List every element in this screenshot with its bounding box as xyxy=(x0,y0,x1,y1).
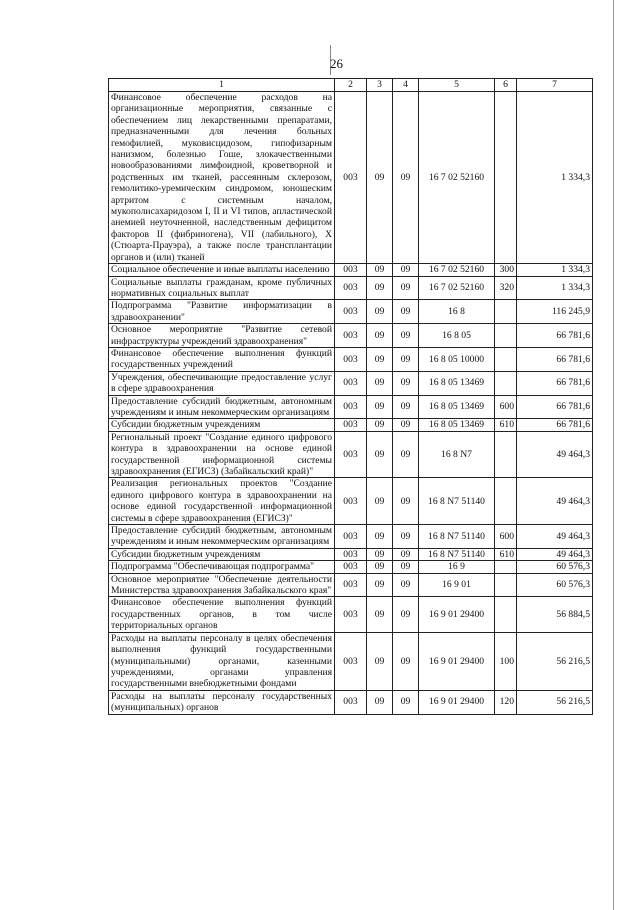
code-cell-c6 xyxy=(495,347,517,371)
code-cell-c7: 49 464,3 xyxy=(517,478,593,525)
expense-name-cell: Предоставление субсидий бюджетным, автономным учреждениям и иным некоммерческим организациям xyxy=(109,395,335,419)
page-number: 26 xyxy=(330,56,343,71)
expense-name-cell: Основное мероприятие "Развитие сетевой инфраструктуры учреждений здравоохранения" xyxy=(109,324,335,348)
code-cell-c3: 09 xyxy=(367,395,393,419)
code-cell-c3: 09 xyxy=(367,431,393,478)
code-cell-c5: 16 8 N7 51140 xyxy=(419,525,495,549)
code-cell-c6 xyxy=(495,92,517,264)
code-cell-c7: 49 464,3 xyxy=(517,548,593,560)
expense-name-cell: Финансовое обеспечение расходов на организационные мероприятия, связанные с обеспечением лиц лекарственными препаратами, предназначенными для лечения больных гемофилией, муковисцидозом, гипофизарным нанизмом, болезнью Гоше, злокачественными новообразованиями лимфоидной, кроветворной и родственных им тканей, рассеянным склерозом, гемолитико-уремическим синдромом, юношеским артритом с системным началом, мукополисахаридозом I, II и VI типов, апластической анемией неуточненной, наследственным дефицитом факторов II (фибриногена), VII (лабильного), X (Стюарта-Прауэра), а также после трансплантации органов и (или) тканей xyxy=(109,92,335,264)
code-cell-c6 xyxy=(495,324,517,348)
margin-line xyxy=(613,0,614,910)
code-cell-c4: 09 xyxy=(393,548,419,560)
code-cell-c2: 003 xyxy=(335,632,367,690)
table-row xyxy=(109,690,593,714)
header-cell: 2 xyxy=(335,79,367,92)
table-row xyxy=(109,597,593,632)
header-cell: 3 xyxy=(367,79,393,92)
table-row xyxy=(109,632,593,690)
code-cell-c5: 16 8 N7 xyxy=(419,431,495,478)
code-cell-c6 xyxy=(495,371,517,395)
code-cell-c6 xyxy=(495,573,517,597)
code-cell-c2: 003 xyxy=(335,300,367,324)
code-cell-c7: 49 464,3 xyxy=(517,431,593,478)
code-cell-c3: 09 xyxy=(367,561,393,573)
code-cell-c6 xyxy=(495,597,517,632)
budget-table xyxy=(108,78,593,715)
code-cell-c7: 1 334,3 xyxy=(517,92,593,264)
code-cell-c5: 16 9 01 xyxy=(419,573,495,597)
expense-name-cell: Учреждения, обеспечивающие предоставление услуг в сфере здравоохранения xyxy=(109,371,335,395)
code-cell-c2: 003 xyxy=(335,395,367,419)
table-row xyxy=(109,419,593,431)
code-cell-c4: 09 xyxy=(393,478,419,525)
expense-name-cell: Социальное обеспечение и иные выплаты населению xyxy=(109,264,335,276)
code-cell-c6 xyxy=(495,561,517,573)
code-cell-c3: 09 xyxy=(367,300,393,324)
header-cell: 7 xyxy=(517,79,593,92)
table-row xyxy=(109,525,593,549)
table-row xyxy=(109,347,593,371)
code-cell-c5: 16 9 01 29400 xyxy=(419,632,495,690)
code-cell-c5: 16 8 N7 51140 xyxy=(419,478,495,525)
code-cell-c4: 09 xyxy=(393,632,419,690)
expense-name-cell: Реализация региональных проектов "Создание единого цифрового контура в здравоохранении на основе единой государственной информационной системы в сфере здравоохранения (ЕГИСЗ)" xyxy=(109,478,335,525)
expense-name-cell: Предоставление субсидий бюджетным, автономным учреждениям и иным некоммерческим организациям xyxy=(109,525,335,549)
code-cell-c6 xyxy=(495,478,517,525)
table-row xyxy=(109,324,593,348)
expense-name-cell: Основное мероприятие "Обеспечение деятельности Министерства здравоохранения Забайкальского края" xyxy=(109,573,335,597)
table-row xyxy=(109,395,593,419)
table-row xyxy=(109,371,593,395)
code-cell-c7: 60 576,3 xyxy=(517,561,593,573)
code-cell-c6: 610 xyxy=(495,419,517,431)
code-cell-c6: 100 xyxy=(495,632,517,690)
header-row xyxy=(109,79,593,92)
code-cell-c4: 09 xyxy=(393,371,419,395)
code-cell-c7: 56 884,5 xyxy=(517,597,593,632)
code-cell-c5: 16 8 05 13469 xyxy=(419,419,495,431)
code-cell-c3: 09 xyxy=(367,92,393,264)
code-cell-c2: 003 xyxy=(335,419,367,431)
code-cell-c6 xyxy=(495,300,517,324)
expense-name-cell: Финансовое обеспечение выполнения функций государственных органов, в том числе территориальных органов xyxy=(109,597,335,632)
code-cell-c6 xyxy=(495,431,517,478)
code-cell-c7: 116 245,9 xyxy=(517,300,593,324)
code-cell-c2: 003 xyxy=(335,92,367,264)
code-cell-c2: 003 xyxy=(335,431,367,478)
code-cell-c2: 003 xyxy=(335,276,367,300)
expense-name-cell: Расходы на выплаты персоналу государственных (муниципальных) органов xyxy=(109,690,335,714)
code-cell-c3: 09 xyxy=(367,632,393,690)
table-row xyxy=(109,431,593,478)
code-cell-c3: 09 xyxy=(367,264,393,276)
code-cell-c4: 09 xyxy=(393,300,419,324)
code-cell-c2: 003 xyxy=(335,573,367,597)
code-cell-c3: 09 xyxy=(367,324,393,348)
code-cell-c2: 003 xyxy=(335,264,367,276)
code-cell-c2: 003 xyxy=(335,548,367,560)
code-cell-c4: 09 xyxy=(393,597,419,632)
code-cell-c3: 09 xyxy=(367,597,393,632)
code-cell-c5: 16 9 xyxy=(419,561,495,573)
code-cell-c6: 120 xyxy=(495,690,517,714)
expense-name-cell: Расходы на выплаты персоналу в целях обеспечения выполнения функций государственными (муниципальными) органами, казенными учреждениями, органами управления государственными внебюджетными фондами xyxy=(109,632,335,690)
code-cell-c7: 56 216,5 xyxy=(517,632,593,690)
code-cell-c4: 09 xyxy=(393,395,419,419)
code-cell-c7: 66 781,6 xyxy=(517,347,593,371)
code-cell-c6: 610 xyxy=(495,548,517,560)
code-cell-c3: 09 xyxy=(367,525,393,549)
code-cell-c3: 09 xyxy=(367,347,393,371)
code-cell-c4: 09 xyxy=(393,92,419,264)
code-cell-c3: 09 xyxy=(367,548,393,560)
code-cell-c6: 300 xyxy=(495,264,517,276)
code-cell-c3: 09 xyxy=(367,276,393,300)
code-cell-c7: 49 464,3 xyxy=(517,525,593,549)
code-cell-c6: 320 xyxy=(495,276,517,300)
code-cell-c7: 1 334,3 xyxy=(517,276,593,300)
code-cell-c4: 09 xyxy=(393,276,419,300)
code-cell-c7: 66 781,6 xyxy=(517,395,593,419)
code-cell-c4: 09 xyxy=(393,431,419,478)
code-cell-c5: 16 9 01 29400 xyxy=(419,690,495,714)
code-cell-c5: 16 7 02 52160 xyxy=(419,276,495,300)
table-row xyxy=(109,548,593,560)
code-cell-c2: 003 xyxy=(335,561,367,573)
code-cell-c2: 003 xyxy=(335,690,367,714)
code-cell-c7: 66 781,6 xyxy=(517,371,593,395)
code-cell-c5: 16 8 xyxy=(419,300,495,324)
header-cell: 1 xyxy=(109,79,335,92)
code-cell-c2: 003 xyxy=(335,371,367,395)
code-cell-c6: 600 xyxy=(495,395,517,419)
code-cell-c2: 003 xyxy=(335,525,367,549)
table-row xyxy=(109,92,593,264)
code-cell-c4: 09 xyxy=(393,525,419,549)
code-cell-c7: 56 216,5 xyxy=(517,690,593,714)
code-cell-c3: 09 xyxy=(367,690,393,714)
table-row xyxy=(109,264,593,276)
code-cell-c5: 16 8 05 13469 xyxy=(419,395,495,419)
code-cell-c6: 600 xyxy=(495,525,517,549)
code-cell-c4: 09 xyxy=(393,573,419,597)
code-cell-c4: 09 xyxy=(393,690,419,714)
table-row xyxy=(109,300,593,324)
header-cell: 6 xyxy=(495,79,517,92)
code-cell-c5: 16 7 02 52160 xyxy=(419,92,495,264)
table-row xyxy=(109,276,593,300)
table-row xyxy=(109,573,593,597)
expense-name-cell: Региональный проект "Создание единого цифрового контура в здравоохранении на основе единой государственной информационной системы здравоохранения (ЕГИСЗ) (Забайкальский край)" xyxy=(109,431,335,478)
code-cell-c2: 003 xyxy=(335,324,367,348)
code-cell-c7: 66 781,6 xyxy=(517,419,593,431)
expense-name-cell: Субсидии бюджетным учреждениям xyxy=(109,548,335,560)
code-cell-c5: 16 8 N7 51140 xyxy=(419,548,495,560)
table-row xyxy=(109,478,593,525)
expense-name-cell: Подпрограмма "Обеспечивающая подпрограмма" xyxy=(109,561,335,573)
code-cell-c5: 16 9 01 29400 xyxy=(419,597,495,632)
code-cell-c5: 16 8 05 13469 xyxy=(419,371,495,395)
code-cell-c3: 09 xyxy=(367,371,393,395)
code-cell-c3: 09 xyxy=(367,419,393,431)
header-cell: 4 xyxy=(393,79,419,92)
table-row xyxy=(109,561,593,573)
code-cell-c5: 16 7 02 52160 xyxy=(419,264,495,276)
expense-name-cell: Субсидии бюджетным учреждениям xyxy=(109,419,335,431)
code-cell-c4: 09 xyxy=(393,419,419,431)
expense-name-cell: Подпрограмма "Развитие информатизации в здравоохранении" xyxy=(109,300,335,324)
expense-name-cell: Социальные выплаты гражданам, кроме публичных нормативных социальных выплат xyxy=(109,276,335,300)
code-cell-c7: 66 781,6 xyxy=(517,324,593,348)
code-cell-c7: 60 576,3 xyxy=(517,573,593,597)
code-cell-c2: 003 xyxy=(335,478,367,525)
code-cell-c4: 09 xyxy=(393,324,419,348)
code-cell-c5: 16 8 05 10000 xyxy=(419,347,495,371)
header-cell: 5 xyxy=(419,79,495,92)
code-cell-c3: 09 xyxy=(367,478,393,525)
code-cell-c2: 003 xyxy=(335,347,367,371)
code-cell-c2: 003 xyxy=(335,597,367,632)
code-cell-c3: 09 xyxy=(367,573,393,597)
code-cell-c4: 09 xyxy=(393,264,419,276)
expense-name-cell: Финансовое обеспечение выполнения функций государственных учреждений xyxy=(109,347,335,371)
code-cell-c7: 1 334,3 xyxy=(517,264,593,276)
code-cell-c4: 09 xyxy=(393,561,419,573)
code-cell-c5: 16 8 05 xyxy=(419,324,495,348)
code-cell-c4: 09 xyxy=(393,347,419,371)
